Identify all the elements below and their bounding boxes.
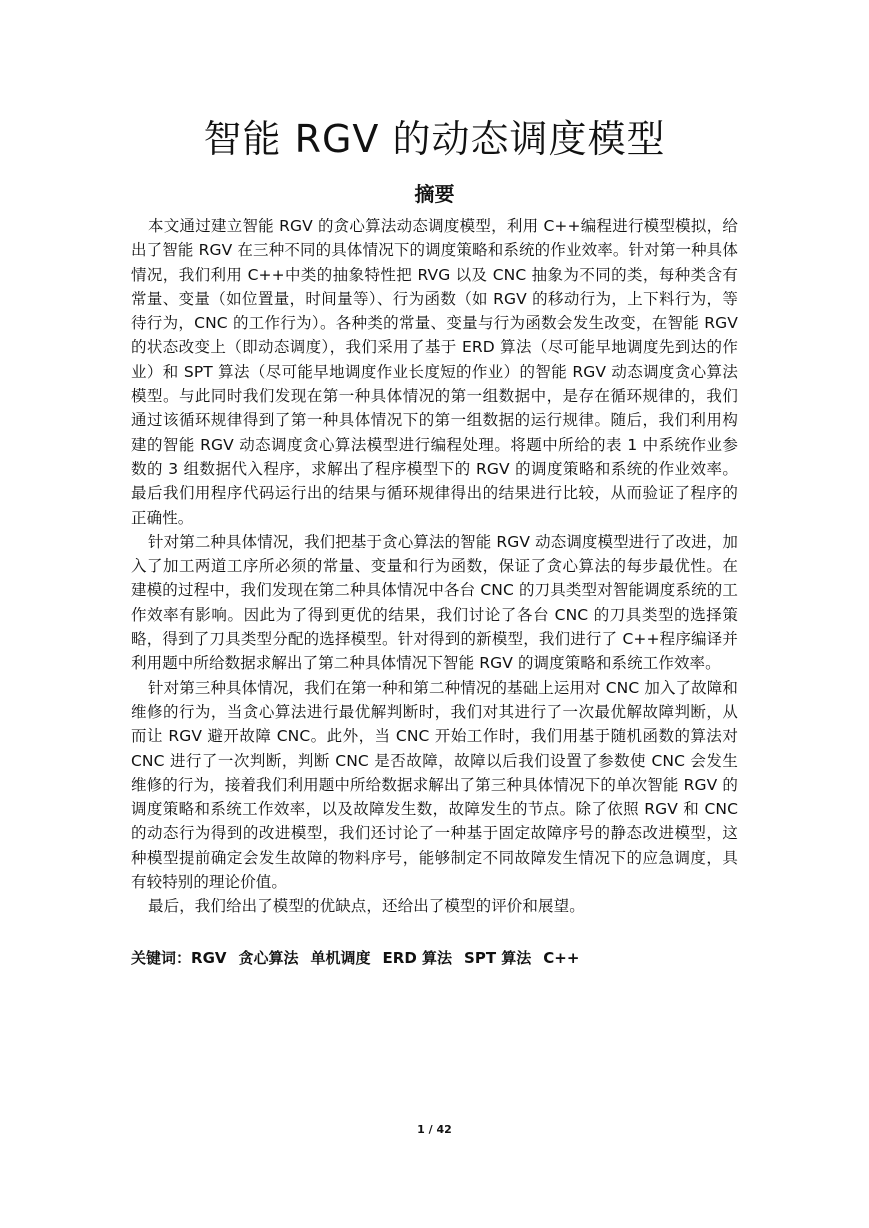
keyword: 单机调度 — [310, 949, 371, 967]
keywords-label: 关键词： — [131, 949, 192, 967]
abstract-paragraph-2: 针对第二种具体情况，我们把基于贪心算法的智能 RGV 动态调度模型进行了改进，加入了加工两道工序所必须的常量、变量和行为函数，保证了贪心算法的每步最优性。在建模的过程中，我们发现在第二种具体情况中各台 CNC 的刀具类型对智能调度系统的工作效率有影响。因此为了得到更优的结果，我们讨论了各台 CNC 的刀具类型的选择策略，得到了刀具类型分配的选择模型。针对得到的新模型，我们进行了 C++程序编译并利用题中所给数据求解出了第二种具体情况下智能 RGV 的调度策略和系统工作效率。 — [131, 532, 738, 673]
keyword: RGV — [191, 949, 227, 967]
abstract-paragraph-1: 本文通过建立智能 RGV 的贪心算法动态调度模型，利用 C++编程进行模型模拟，给出了智能 RGV 在三种不同的具体情况下的调度策略和系统的作业效率。针对第一种具体情况，我们利用 C++中类的抽象特性把 RVG 以及 CNC 抽象为不同的类，每种类含有常量、变量（如位置量，时间量等）、行为函数（如 RGV 的移动行为，上下料行为，等待行为，CNC 的工作行为）。各种类的常量、变量与行为函数会发生改变，在智能 RGV 的状态改变上（即动态调度），我们采用了基于 ERD 算法（尽可能早地调度先到达的作业）和 SPT 算法（尽可能早地调度作业长度短的作业）的智能 RGV 动态调度贪心算法模型。与此同时我们发现在第一种具体情况的第一组数据中，是存在循环规律的，我们通过该循环规律得到了第一种具体情况下的第一组数据的运行规律。随后，我们利用构建的智能 RGV 动态调度贪心算法模型进行编程处理。将题中所给的表 1 中系统作业参数的 3 组数据代入程序，求解出了程序模型下的 RGV 的调度策略和系统的作业效率。最后我们用程序代码运行出的结果与循环规律得出的结果进行比较，从而验证了程序的正确性。 — [131, 217, 738, 527]
document-title: 智能 RGV 的动态调度模型 — [203, 117, 666, 161]
keyword: SPT 算法 — [464, 949, 532, 967]
keyword: 贪心算法 — [238, 949, 299, 967]
abstract-body — [131, 214, 738, 919]
abstract-paragraph-3: 针对第三种具体情况，我们在第一种和第二种情况的基础上运用对 CNC 加入了故障和维修的行为，当贪心算法进行最优解判断时，我们对其进行了一次最优解故障判断，从而让 RGV 避开故障 CNC。此外，当 CNC 开始工作时，我们用基于随机函数的算法对 CNC 进行了一次判断，判断 CNC 是否故障，故障以后我们设置了参数使 CNC 会发生维修的行为，接着我们利用题中所给数据求解出了第三种具体情况下的单次智能 RGV 的调度策略和系统工作效率，以及故障发生数，故障发生的节点。除了依照 RGV 和 CNC 的动态行为得到的改进模型，我们还讨论了一种基于固定故障序号的静态改进模型，这种模型提前确定会发生故障的物料序号，能够制定不同故障发生情况下的应急调度，具有较特别的理论价值。 — [131, 678, 738, 892]
keywords-line — [131, 946, 591, 970]
abstract-paragraph-4: 最后，我们给出了模型的优缺点，还给出了模型的评价和展望。 — [148, 897, 585, 916]
abstract-heading: 摘要 — [414, 182, 455, 206]
keyword: ERD 算法 — [382, 949, 453, 967]
keyword: C++ — [543, 949, 580, 967]
page-number: 1 / 42 — [417, 1123, 452, 1136]
